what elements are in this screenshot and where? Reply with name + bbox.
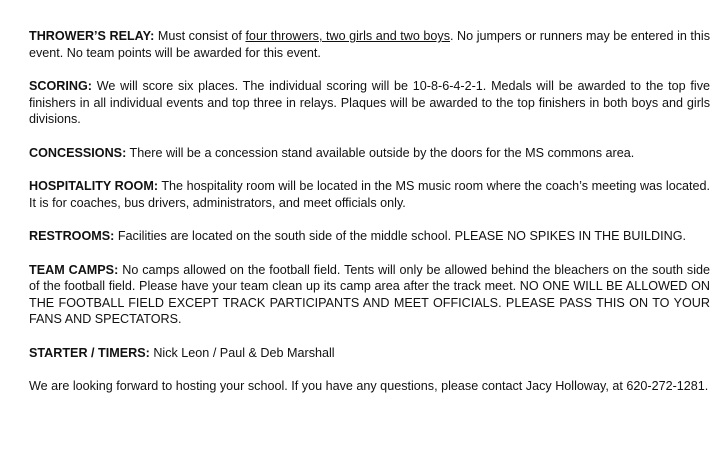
concessions-paragraph: [29, 145, 710, 162]
section-label: HOSPITALITY ROOM:: [29, 179, 159, 193]
section-label: CONCESSIONS:: [29, 145, 127, 160]
starter-timers-paragraph: [29, 345, 710, 362]
section-text: The hospitality room will be located in the MS music room where the coach’s meeting was located. It is for coaches, bus drivers, administrators, and meet officials only.: [29, 179, 711, 210]
closing-paragraph: We are looking forward to hosting your school. If you have any questions, please contact Jacy Holloway, at 620-272-1281.: [29, 379, 709, 393]
section-text: There will be a concession stand available outside by the doors for the MS commons area.: [129, 145, 635, 160]
hospitality-room-paragraph: [29, 178, 710, 211]
section-text: . No jumpers or runners may be entered in this event. No team points will be awarded for this event.: [29, 29, 711, 60]
section-label: STARTER / TIMERS:: [29, 345, 150, 360]
scoring-paragraph: [29, 78, 710, 128]
section-text: We will score six places. The individual scoring will be 10-8-6-4-2-1. Medals will be awarded to the top five finishers in all individual events and top three in relays. Plaques will be awarded to the top finishers in both boys and girls divisions.: [29, 79, 710, 126]
throwers-relay-paragraph: [29, 28, 710, 61]
section-label: TEAM CAMPS:: [29, 262, 119, 277]
section-text: Must consist of: [157, 29, 242, 43]
section-text: Nick Leon / Paul & Deb Marshall: [153, 345, 335, 360]
section-text: No camps allowed on the football field. Tents will only be allowed behind the bleachers on the south side of the football field. Please have your team clean up its camp area after the track meet. NO ONE WILL BE ALLOWED ON THE FOOTBALL FIELD EXCEPT TRACK PARTICIPANTS AND MEET OFFICIALS. PLEASE PASS THIS ON TO YOUR FANS AND SPECTATORS.: [29, 262, 710, 326]
section-text: Facilities are located on the south side of the middle school. PLEASE NO SPIKES IN THE BUILDING.: [117, 229, 687, 243]
restrooms-paragraph: [29, 228, 710, 245]
section-label: RESTROOMS:: [29, 229, 115, 243]
underlined-text: four throwers, two girls and two boys: [245, 29, 451, 43]
section-label: SCORING:: [29, 79, 92, 93]
document-body: [29, 28, 710, 412]
team-camps-paragraph: [29, 262, 710, 328]
section-label: THROWER’S RELAY:: [29, 29, 155, 43]
